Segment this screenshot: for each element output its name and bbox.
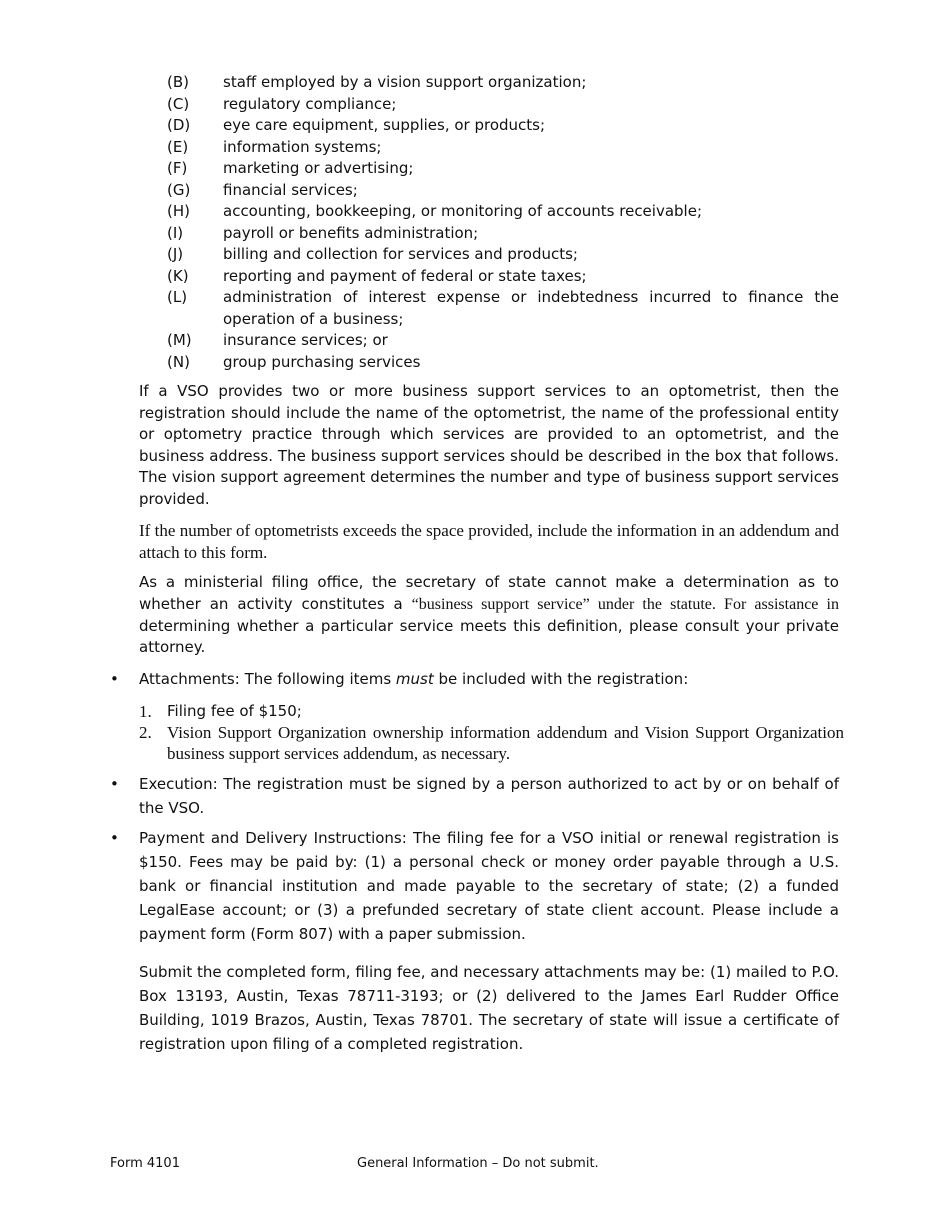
list-item-letter: (K) xyxy=(167,266,189,285)
attachment-item-text: Vision Support Organization ownership information addendum and Vision Support Organization business support services addendum, as necessary. xyxy=(167,723,844,763)
attachment-item-number: 1. xyxy=(139,702,152,721)
bullet-attachments xyxy=(110,667,839,691)
list-item-letter: (J) xyxy=(167,245,184,263)
list-item-letter: (B) xyxy=(167,73,189,91)
list-item-text: marketing or advertising; xyxy=(223,159,414,177)
attachments-emphasis: must xyxy=(395,670,434,688)
footer-form-number: Form 4101 xyxy=(110,1156,180,1171)
list-item-letter: (M) xyxy=(167,331,192,349)
payment-text: The filing fee for a VSO initial or renewal registration is $150. Fees may be paid by: (1) a personal check or money order payable through a U.S. bank or financial institution and made payable to the secretary of state; (2) a funded LegalEase account; or (3) a prefunded secretary of state client account. Please include a payment form (Form 807) with a paper submission. xyxy=(139,829,839,943)
bullet-execution xyxy=(110,772,839,820)
attachments-text-before: The following items xyxy=(239,670,396,688)
list-item-text: insurance services; or xyxy=(223,331,388,349)
list-item xyxy=(167,94,839,116)
execution-text: The registration must be signed by a person authorized to act by or on behalf of the VSO. xyxy=(139,775,839,817)
list-item-letter: (N) xyxy=(167,352,190,371)
list-item-letter: (F) xyxy=(167,159,188,177)
list-item-letter: (E) xyxy=(167,137,189,156)
paragraph-ministerial-filing xyxy=(139,572,839,659)
list-item xyxy=(167,115,839,137)
list-item-letter: (G) xyxy=(167,180,191,199)
attachments-text-after: be included with the registration: xyxy=(433,670,689,688)
paragraph-exceeds-space: If the number of optometrists exceeds the space provided, include the information in an addendum and attach to this form. xyxy=(139,521,839,562)
paragraph-submit-instructions: Submit the completed form, filing fee, and necessary attachments may be: (1) mailed to P.O. Box 13193, Austin, Texas 78711-3193; or (2) delivered to the James Earl Rudder Office Building, 1019 Brazos, Austin, Texas 78701. The secretary of state will issue a certificate of registration upon filing of a completed registration. xyxy=(139,963,839,1053)
bullet-icon: • xyxy=(110,829,119,847)
bullet-payment-delivery xyxy=(110,826,839,946)
list-item-text: group purchasing services xyxy=(223,352,421,371)
list-item-text: regulatory compliance; xyxy=(223,94,397,113)
list-item xyxy=(167,137,839,159)
list-item xyxy=(167,158,839,180)
ministerial-text-2: “business support service” under the statute. For assistance in xyxy=(411,595,839,613)
footer-notice: General Information – Do not submit. xyxy=(357,1156,599,1171)
list-item xyxy=(167,287,839,330)
list-item-letter: (I) xyxy=(167,223,184,242)
list-item-letter: (D) xyxy=(167,116,191,134)
paragraph-two-or-more-services: If a VSO provides two or more business support services to an optometrist, then the registration should include the name of the optometrist, the name of the professional entity or optometry practice through which services are provided to an optometrist, and the business address. The business support services should be described in the box that follows. The vision support agreement determines the number and type of business support services provided. xyxy=(139,382,839,508)
attachment-item-number: 2. xyxy=(139,723,152,742)
execution-label: Execution: xyxy=(139,775,218,793)
payment-label: Payment and Delivery Instructions: xyxy=(139,829,407,847)
list-item xyxy=(167,266,839,288)
attachments-label: Attachments: xyxy=(139,670,240,688)
list-item xyxy=(167,352,839,374)
list-item xyxy=(167,180,839,202)
list-item-text: information systems; xyxy=(223,137,382,156)
attachment-item-text: Filing fee of $150; xyxy=(167,702,302,720)
list-item-text: financial services; xyxy=(223,180,358,199)
attachments-list xyxy=(139,701,844,764)
business-support-services-list xyxy=(167,72,839,373)
ministerial-text-3: determining whether a particular service meets this definition, please consult your private attorney. xyxy=(139,616,839,656)
list-item xyxy=(167,223,839,245)
list-item-text: reporting and payment of federal or state taxes; xyxy=(223,266,587,285)
bullet-icon: • xyxy=(110,670,119,688)
bullet-icon: • xyxy=(110,775,119,793)
list-item xyxy=(167,201,839,223)
list-item-letter: (C) xyxy=(167,94,190,113)
list-item-letter: (L) xyxy=(167,288,188,306)
list-item-letter: (H) xyxy=(167,202,190,220)
attachment-item xyxy=(139,701,844,722)
list-item-text: billing and collection for services and products; xyxy=(223,245,578,263)
list-item-text: accounting, bookkeeping, or monitoring of accounts receivable; xyxy=(223,202,702,220)
list-item-text: administration of interest expense or indebtedness incurred to finance the operation of a business; xyxy=(223,288,839,328)
list-item xyxy=(167,330,839,352)
list-item xyxy=(167,244,839,266)
list-item-text: eye care equipment, supplies, or products; xyxy=(223,116,546,134)
ministerial-text-1: As a ministerial filing office, the secretary of state cannot make a determination as to whether an activity constitutes a xyxy=(139,573,839,613)
list-item xyxy=(167,72,839,94)
list-item-text: payroll or benefits administration; xyxy=(223,223,479,242)
list-item-text: staff employed by a vision support organization; xyxy=(223,73,587,91)
attachment-item xyxy=(139,722,844,764)
